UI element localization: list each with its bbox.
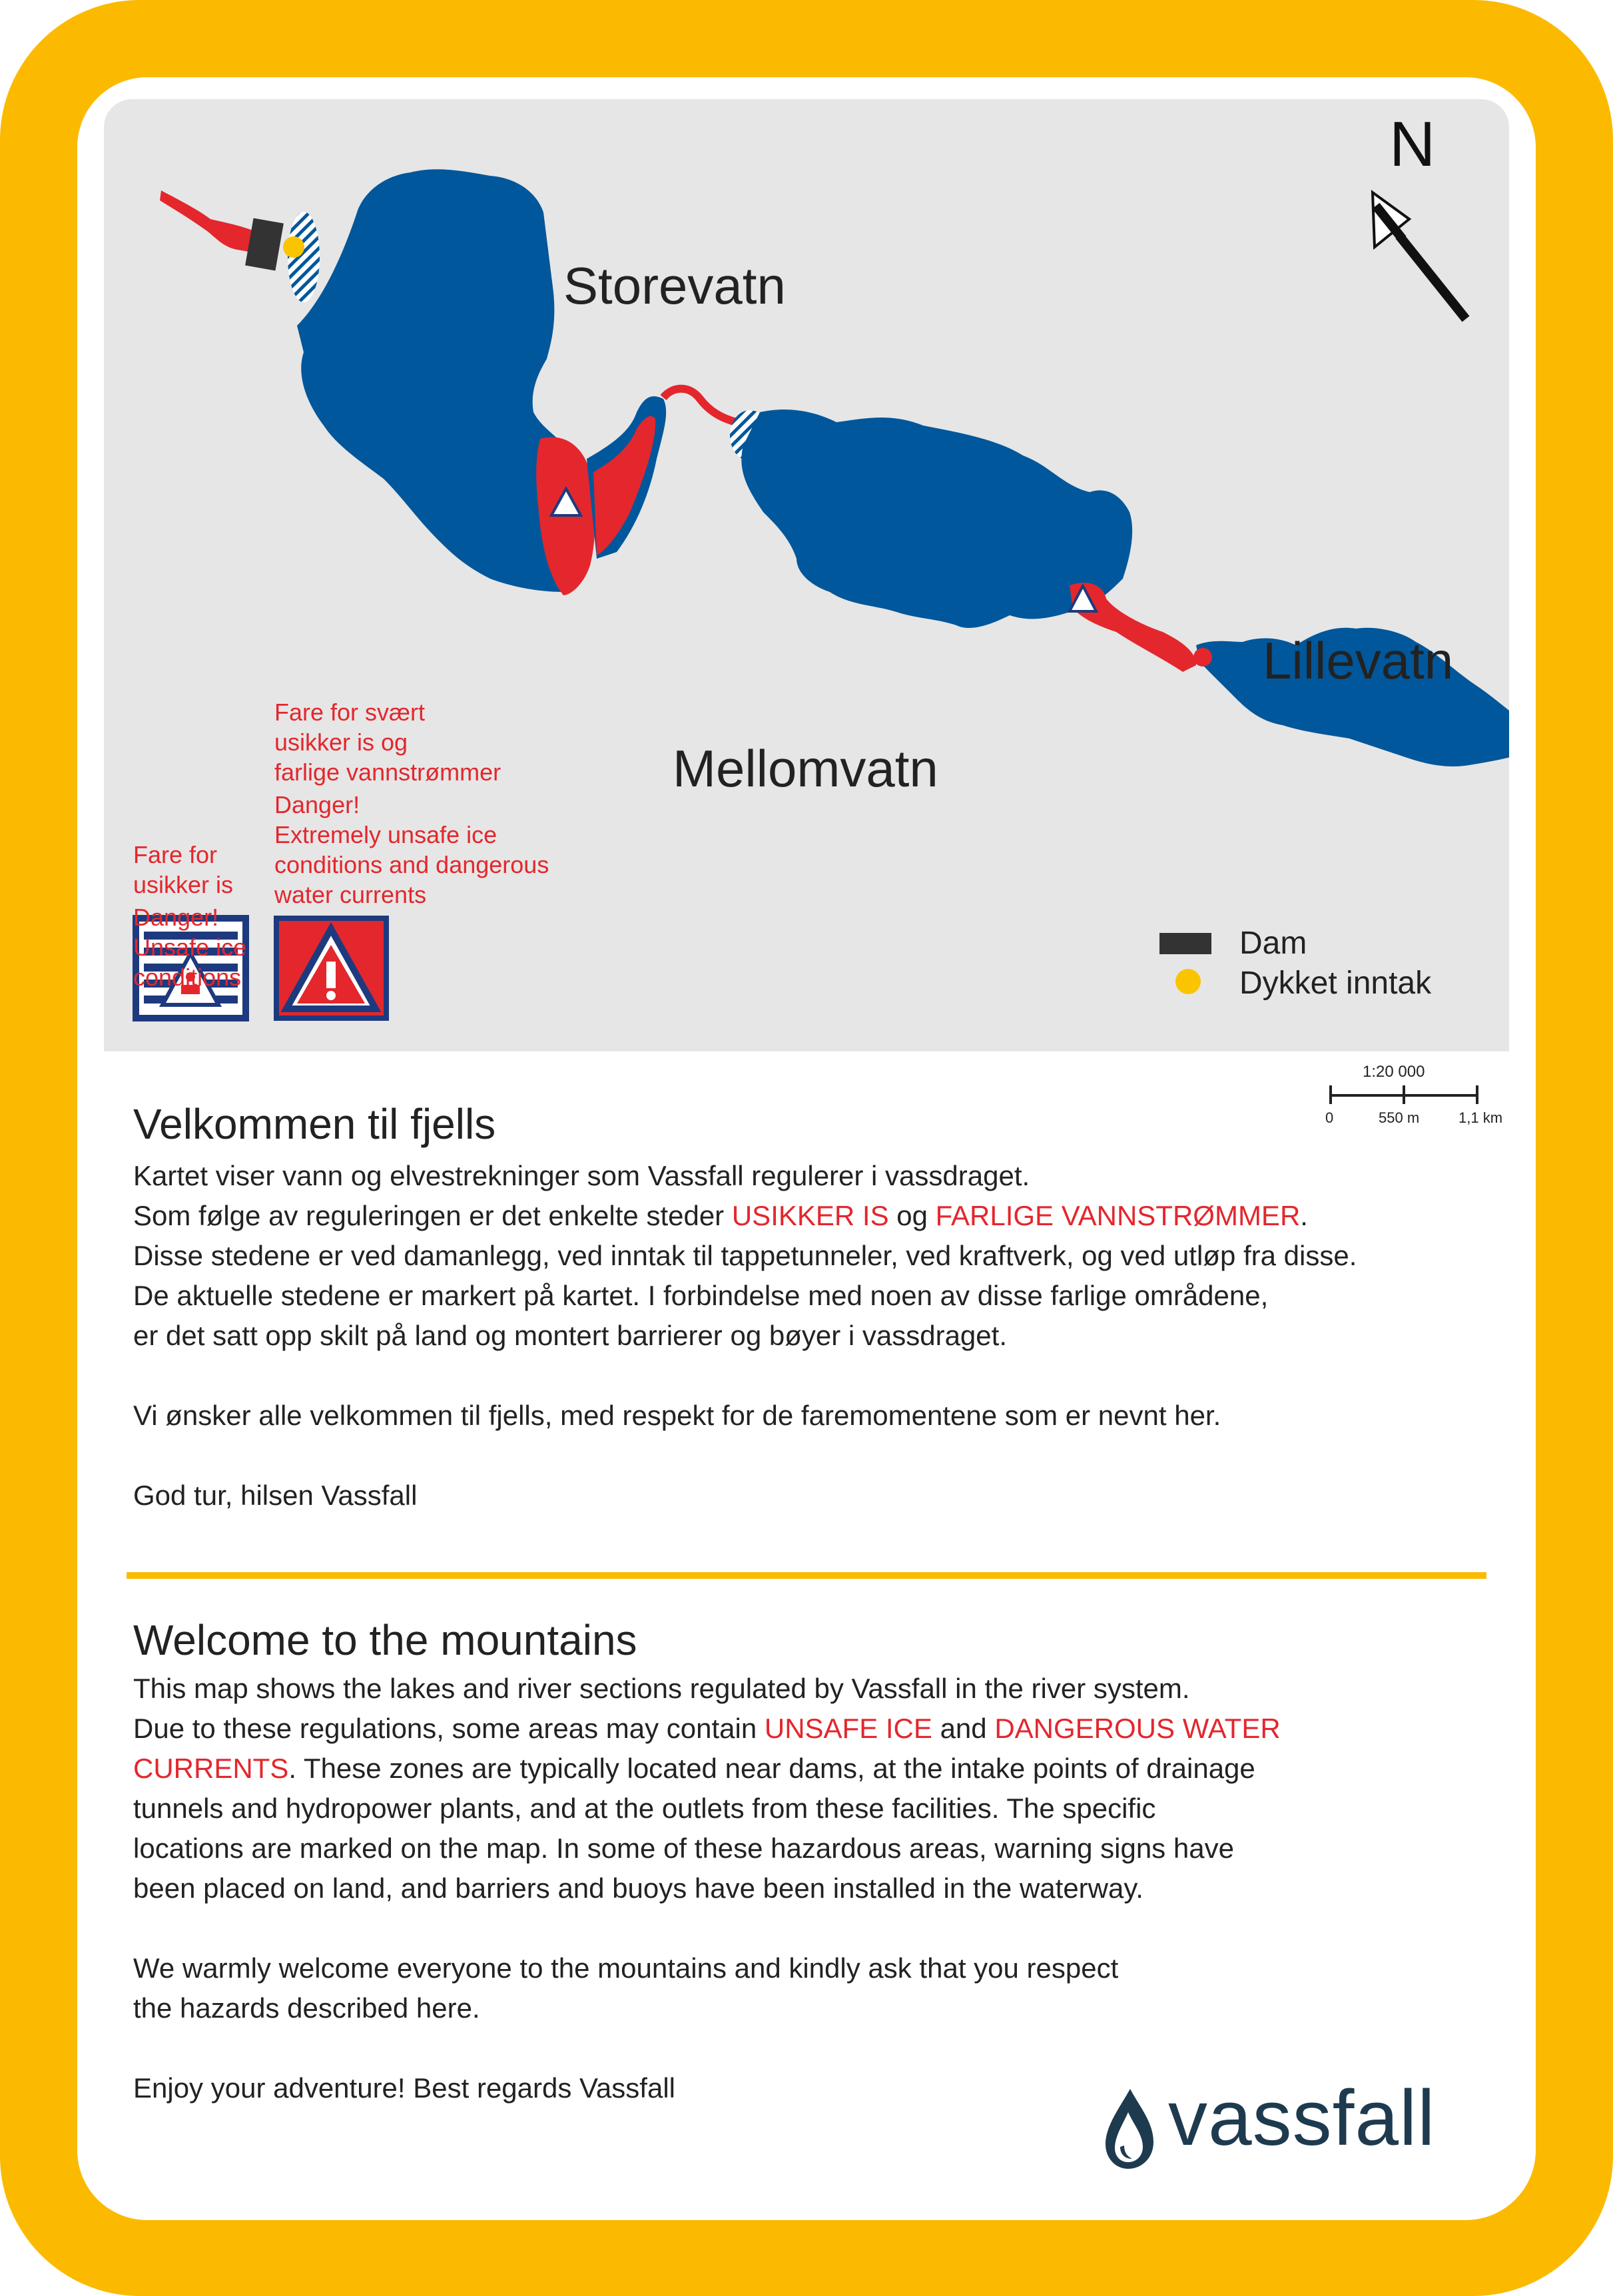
lillevatn-label: Lillevatn bbox=[1263, 631, 1454, 690]
connector-river-danger bbox=[663, 389, 737, 422]
sign-panel bbox=[77, 77, 1536, 2220]
no-signoff: God tur, hilsen Vassfall bbox=[133, 1480, 418, 1511]
scale-bar bbox=[1323, 1063, 1503, 1129]
scale-tick-0 bbox=[1329, 1085, 1332, 1104]
lillevatn-inlet-danger bbox=[1193, 648, 1212, 667]
no-line-4: De aktuelle stedene er markert på kartet. I forbindelse med noen av disse farlige områdene, bbox=[133, 1280, 1269, 1311]
very-unsafe-en-line4: water currents bbox=[274, 881, 427, 908]
no-line-1: Kartet viser vann og elvestrekninger som Vassfall regulerer i vassdraget. bbox=[133, 1160, 1030, 1191]
very-unsafe-en-line3: conditions and dangerous bbox=[274, 851, 549, 878]
north-arrow-icon bbox=[1373, 192, 1466, 319]
scale-tick-1 bbox=[1403, 1085, 1405, 1104]
very-unsafe-no-line1: Fare for svært bbox=[274, 699, 426, 726]
very-unsafe-en-line1: Danger! bbox=[274, 791, 360, 818]
no-line-3: Disse stedene er ved damanlegg, ved inntak til tappetunneler, ved kraftverk, og ved utløp fra disse. bbox=[133, 1240, 1357, 1271]
very-unsafe-en-line2: Extremely unsafe ice bbox=[274, 821, 497, 848]
no-line-5: er det satt opp skilt på land og montert barrierer og bøyer i vassdraget. bbox=[133, 1320, 1007, 1351]
unsafe-ice-en-line2: Unsafe ice bbox=[133, 934, 247, 961]
danger-warning-sign-icon bbox=[276, 918, 386, 1018]
very-unsafe-no-line3: farlige vannstrømmer bbox=[274, 758, 501, 786]
scale-label-0: 0 bbox=[1325, 1109, 1334, 1126]
legend-dam-label: Dam bbox=[1239, 926, 1307, 961]
english-paragraph bbox=[133, 1669, 1281, 2108]
storevatn-intake bbox=[283, 236, 304, 258]
en-line-2: Due to these regulations, some areas may contain UNSAFE ICE and DANGEROUS WATER bbox=[133, 1713, 1281, 1744]
scale-ratio: 1:20 000 bbox=[1363, 1063, 1425, 1081]
en-line-1: This map shows the lakes and river sections regulated by Vassfall in the river system. bbox=[133, 1673, 1190, 1704]
section-divider bbox=[127, 1572, 1486, 1579]
storevatn-label: Storevatn bbox=[563, 256, 786, 315]
norwegian-paragraph bbox=[133, 1156, 1357, 1516]
very-unsafe-warning-text bbox=[274, 697, 549, 910]
en-line-4: tunnels and hydropower plants, and at the outlets from these facilities. The specific bbox=[133, 1793, 1156, 1824]
storevatn-lake bbox=[297, 169, 573, 592]
scale-label-1: 550 m bbox=[1379, 1109, 1420, 1126]
map bbox=[104, 99, 1509, 1051]
scale-label-2: 1,1 km bbox=[1458, 1109, 1503, 1126]
unsafe-ice-en-line1: Danger! bbox=[133, 904, 219, 931]
legend-intake-symbol bbox=[1175, 969, 1201, 994]
legend-intake-label: Dykket inntak bbox=[1239, 966, 1432, 1001]
water-drop-icon bbox=[1100, 2086, 1160, 2172]
no-line-2: Som følge av reguleringen er det enkelte steder USIKKER IS og FARLIGE VANNSTRØMMER. bbox=[133, 1200, 1308, 1231]
unsafe-ice-no-line1: Fare for bbox=[133, 841, 218, 868]
en-line-8: the hazards described here. bbox=[133, 1992, 480, 2024]
storevatn-dam bbox=[245, 218, 284, 271]
north-label: N bbox=[1389, 109, 1436, 180]
en-signoff: Enjoy your adventure! Best regards Vassfall bbox=[133, 2072, 675, 2104]
unsafe-ice-en-line3: conditions bbox=[133, 964, 242, 991]
en-line-3: CURRENTS. These zones are typically located near dams, at the intake points of drainage bbox=[133, 1753, 1255, 1784]
en-line-5: locations are marked on the map. In some of these hazardous areas, warning signs have bbox=[133, 1833, 1234, 1864]
scale-tick-2 bbox=[1476, 1085, 1478, 1104]
unsafe-ice-warning-text bbox=[133, 840, 246, 992]
unsafe-ice-no-line2: usikker is bbox=[133, 871, 234, 898]
en-line-6: been placed on land, and barriers and buoys have been installed in the waterway. bbox=[133, 1872, 1143, 1904]
english-title: Welcome to the mountains bbox=[133, 1616, 637, 1664]
norwegian-title: Velkommen til fjells bbox=[133, 1100, 496, 1148]
legend-dam-symbol bbox=[1159, 933, 1211, 954]
very-unsafe-no-line2: usikker is og bbox=[274, 728, 408, 756]
vassfall-logo bbox=[1100, 2074, 1476, 2172]
mellomvatn-label: Mellomvatn bbox=[673, 739, 938, 798]
logo-wordmark: vassfall bbox=[1168, 2074, 1436, 2162]
no-line-6: Vi ønsker alle velkommen til fjells, med respekt for de faremomentene som er nevnt her. bbox=[133, 1400, 1221, 1431]
en-line-7: We warmly welcome everyone to the mountains and kindly ask that you respect bbox=[133, 1952, 1119, 1984]
